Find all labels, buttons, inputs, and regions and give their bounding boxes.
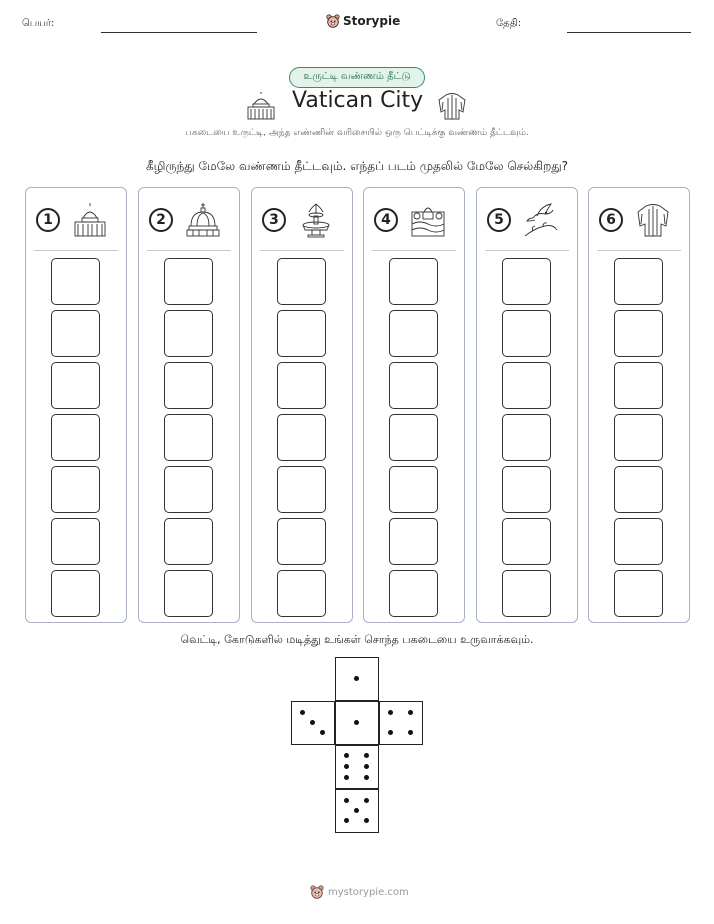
column-divider bbox=[597, 250, 681, 251]
color-box[interactable] bbox=[502, 362, 551, 409]
fountain-icon bbox=[298, 202, 334, 238]
color-box[interactable] bbox=[51, 362, 100, 409]
footer bbox=[310, 885, 409, 899]
color-box[interactable] bbox=[614, 258, 663, 305]
footer-url[interactable]: mystorypie.com bbox=[328, 886, 409, 898]
column-divider bbox=[34, 250, 118, 251]
pip bbox=[364, 764, 369, 769]
dome-icon bbox=[185, 202, 221, 238]
color-box[interactable] bbox=[389, 362, 438, 409]
die-face-3 bbox=[291, 701, 335, 745]
column-number: 5 bbox=[487, 208, 511, 232]
column-divider bbox=[147, 250, 231, 251]
garden-icon bbox=[410, 202, 446, 238]
pip bbox=[354, 808, 359, 813]
column-number: 2 bbox=[149, 208, 173, 232]
logo-text: Storypie bbox=[343, 14, 401, 28]
date-line bbox=[567, 32, 691, 33]
guard-uniform-icon bbox=[436, 92, 468, 120]
instruction-cutout: வெட்டி, கோடுகளில் மடித்து உங்கள் சொந்த பகடையை உருவாக்கவும். bbox=[180, 633, 534, 646]
column-divider bbox=[372, 250, 456, 251]
name-line bbox=[101, 32, 257, 33]
page-title: Vatican City bbox=[292, 88, 424, 113]
die-face-2 bbox=[379, 701, 423, 745]
pip bbox=[364, 798, 369, 803]
color-box[interactable] bbox=[51, 258, 100, 305]
column-number: 1 bbox=[36, 208, 60, 232]
die-face-1 bbox=[335, 701, 379, 745]
pip bbox=[344, 818, 349, 823]
color-box[interactable] bbox=[389, 258, 438, 305]
color-box[interactable] bbox=[502, 466, 551, 513]
color-box[interactable] bbox=[51, 310, 100, 357]
color-box[interactable] bbox=[614, 310, 663, 357]
color-box[interactable] bbox=[502, 258, 551, 305]
pip bbox=[344, 775, 349, 780]
color-box[interactable] bbox=[614, 466, 663, 513]
color-box[interactable] bbox=[389, 570, 438, 617]
color-box[interactable] bbox=[502, 310, 551, 357]
instruction-roll: பகடையை உருட்டி, அந்த எண்ணின் வரிசையில் ஒரு பெட்டிக்கு வண்ணம் தீட்டவும். bbox=[185, 128, 529, 138]
color-box[interactable] bbox=[502, 414, 551, 461]
pip bbox=[408, 730, 413, 735]
color-box[interactable] bbox=[614, 570, 663, 617]
pip bbox=[364, 818, 369, 823]
pip bbox=[300, 710, 305, 715]
column-number: 3 bbox=[262, 208, 286, 232]
pip bbox=[388, 710, 393, 715]
pip bbox=[354, 720, 359, 725]
color-box[interactable] bbox=[389, 310, 438, 357]
color-box[interactable] bbox=[502, 518, 551, 565]
color-box[interactable] bbox=[277, 570, 326, 617]
color-box[interactable] bbox=[51, 518, 100, 565]
header bbox=[0, 14, 714, 38]
color-box[interactable] bbox=[51, 570, 100, 617]
pip bbox=[354, 676, 359, 681]
color-box[interactable] bbox=[502, 570, 551, 617]
color-box[interactable] bbox=[164, 414, 213, 461]
color-box[interactable] bbox=[614, 414, 663, 461]
pip bbox=[364, 775, 369, 780]
color-box[interactable] bbox=[614, 362, 663, 409]
color-box[interactable] bbox=[164, 518, 213, 565]
dove-icon bbox=[523, 202, 559, 238]
color-box[interactable] bbox=[277, 414, 326, 461]
logo bbox=[326, 14, 400, 28]
column-1 bbox=[25, 187, 127, 623]
column-divider bbox=[260, 250, 344, 251]
color-box[interactable] bbox=[277, 258, 326, 305]
pip bbox=[408, 710, 413, 715]
color-box[interactable] bbox=[389, 414, 438, 461]
color-box[interactable] bbox=[277, 466, 326, 513]
color-box[interactable] bbox=[164, 466, 213, 513]
pip bbox=[344, 764, 349, 769]
pip bbox=[344, 753, 349, 758]
color-box[interactable] bbox=[164, 570, 213, 617]
die-face-6 bbox=[335, 745, 379, 789]
basilica-icon bbox=[72, 202, 108, 238]
color-box[interactable] bbox=[164, 362, 213, 409]
guard-uniform-icon bbox=[635, 202, 671, 238]
die-face-5 bbox=[335, 789, 379, 833]
color-box[interactable] bbox=[277, 518, 326, 565]
die-face-1 bbox=[335, 657, 379, 701]
basilica-icon bbox=[246, 92, 276, 120]
color-box[interactable] bbox=[164, 258, 213, 305]
pip bbox=[364, 753, 369, 758]
pip bbox=[344, 798, 349, 803]
column-6 bbox=[588, 187, 690, 623]
column-number: 6 bbox=[599, 208, 623, 232]
pip bbox=[388, 730, 393, 735]
color-box[interactable] bbox=[277, 310, 326, 357]
pip bbox=[310, 720, 315, 725]
column-3 bbox=[251, 187, 353, 623]
color-box[interactable] bbox=[389, 518, 438, 565]
color-box[interactable] bbox=[51, 466, 100, 513]
color-box[interactable] bbox=[614, 518, 663, 565]
column-number: 4 bbox=[374, 208, 398, 232]
activity-badge: உருட்டி வண்ணம் தீட்டு bbox=[289, 67, 425, 88]
column-5 bbox=[476, 187, 578, 623]
bear-logo-icon bbox=[326, 14, 340, 28]
date-label: தேதி: bbox=[496, 18, 522, 29]
color-box[interactable] bbox=[164, 310, 213, 357]
color-box[interactable] bbox=[51, 414, 100, 461]
column-4 bbox=[363, 187, 465, 623]
column-divider bbox=[485, 250, 569, 251]
column-2 bbox=[138, 187, 240, 623]
name-label: பெயர்: bbox=[22, 18, 55, 29]
instruction-question: கீழிருந்து மேலே வண்ணம் தீட்டவும். எந்தப் படம் முதலில் மேலே செல்கிறது? bbox=[145, 159, 569, 173]
color-box[interactable] bbox=[277, 362, 326, 409]
bear-logo-icon bbox=[310, 885, 324, 899]
pip bbox=[320, 730, 325, 735]
color-box[interactable] bbox=[389, 466, 438, 513]
